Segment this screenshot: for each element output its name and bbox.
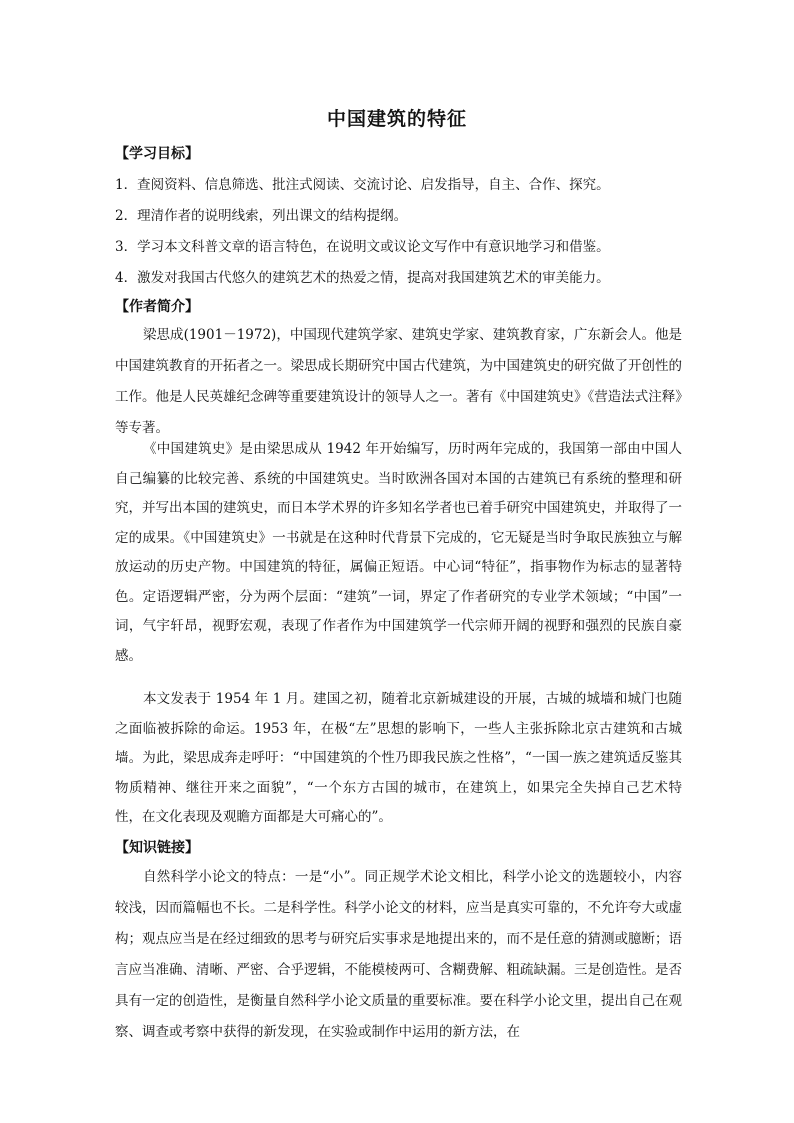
goals-list xyxy=(115,170,682,294)
paragraph: 自然科学小论文的特点：一是“小”。同正规学术论文相比，科学小论文的选题较小，内容较浅，因而篇幅也不长。二是科学性。科学小论文的材料，应当是真实可靠的，不允许夸大或虚构；观点应当是在经过细致的思考与研究后实事求是地提出来的，而不是任意的猜测或臆断；语言应当准确、清晰、严密、合乎逻辑，不能模棱两可、含糊费解、粗疏缺漏。三是创造性。是否具有一定的创造性，是衡量自然科学小论文质量的重要标准。要在科学小论文里，提出自己在观察、调查或考察中获得的新发现，在实验或制作中运用的新方法，在 xyxy=(115,869,682,1040)
document-title: 中国建筑的特征 xyxy=(326,108,467,130)
goal-item: 2．理清作者的说明线索，列出课文的结构提纲。 xyxy=(115,208,408,224)
goal-item: 3．学习本文科普文章的语言特色，在说明文或议论文写作中有意识地学习和借鉴。 xyxy=(115,239,610,255)
author-paragraph-3 xyxy=(115,685,682,833)
paragraph: 本文发表于 1954 年 1 月。建国之初，随着北京新城建设的开展，古城的城墙和城门也随之面临被拆除的命运。1953 年，在极“左”思想的影响下，一些人主张拆除北京古建筑和古城墙。为此，梁思成奔走呼吁：“中国建筑的个性乃即我民族之性格”，“一国一族之建筑适反鉴其物质精神、继往开来之面貌”，“一个东方古国的城市，在建筑上，如果完全失掉自己艺术特性，在文化表现及观瞻方面都是大可痛心的”。 xyxy=(115,691,682,825)
section-goals xyxy=(115,141,682,167)
section-heading-author: 【作者简介】 xyxy=(115,299,199,315)
knowledge-paragraph-1 xyxy=(115,862,682,1048)
author-paragraph-2 xyxy=(115,435,682,671)
paragraph: 《中国建筑史》是由梁思成从 1942 年开始编写，历时两年完成的，我国第一部由中国人自己编纂的比较完善、系统的中国建筑史。当时欧洲各国对本国的古建筑已有系统的整理和研究，并写出本国的建筑史，而日本学术界的许多知名学者也已着手研究中国建筑史，并取得了一定的成果。《中国建筑史》一书就是在这种时代背景下完成的，它无疑是当时争取民族独立与解放运动的历史产物。中国建筑的特征，属偏正短语。中心词“特征”，指事物作为标志的显著特色。定语逻辑严密，分为两个层面：“建筑”一词，界定了作者研究的专业学术领域；“中国”一词，气宇轩昂，视野宏观，表现了作者作为中国建筑学一代宗师开阔的视野和强烈的民族自豪感。 xyxy=(115,441,682,664)
section-knowledge xyxy=(115,835,682,861)
section-heading-knowledge: 【知识链接】 xyxy=(115,840,199,856)
paragraph: 梁思成(1901－1972)，中国现代建筑学家、建筑史学家、建筑教育家，广东新会人。他是中国建筑教育的开拓者之一。梁思成长期研究中国古代建筑，为中国建筑史的研究做了开创性的工作。他是人民英雄纪念碑等重要建筑设计的领导人之一。著有《中国建筑史》《营造法式注释》等专著。 xyxy=(115,327,682,436)
author-paragraph-1 xyxy=(115,320,682,444)
section-author xyxy=(115,294,682,320)
section-heading-goals: 【学习目标】 xyxy=(115,146,199,162)
goal-item: 1．查阅资料、信息筛选、批注式阅读、交流讨论、启发指导，自主、合作、探究。 xyxy=(115,177,610,193)
goal-item: 4．激发对我国古代悠久的建筑艺术的热爱之情，提高对我国建筑艺术的审美能力。 xyxy=(115,270,610,286)
